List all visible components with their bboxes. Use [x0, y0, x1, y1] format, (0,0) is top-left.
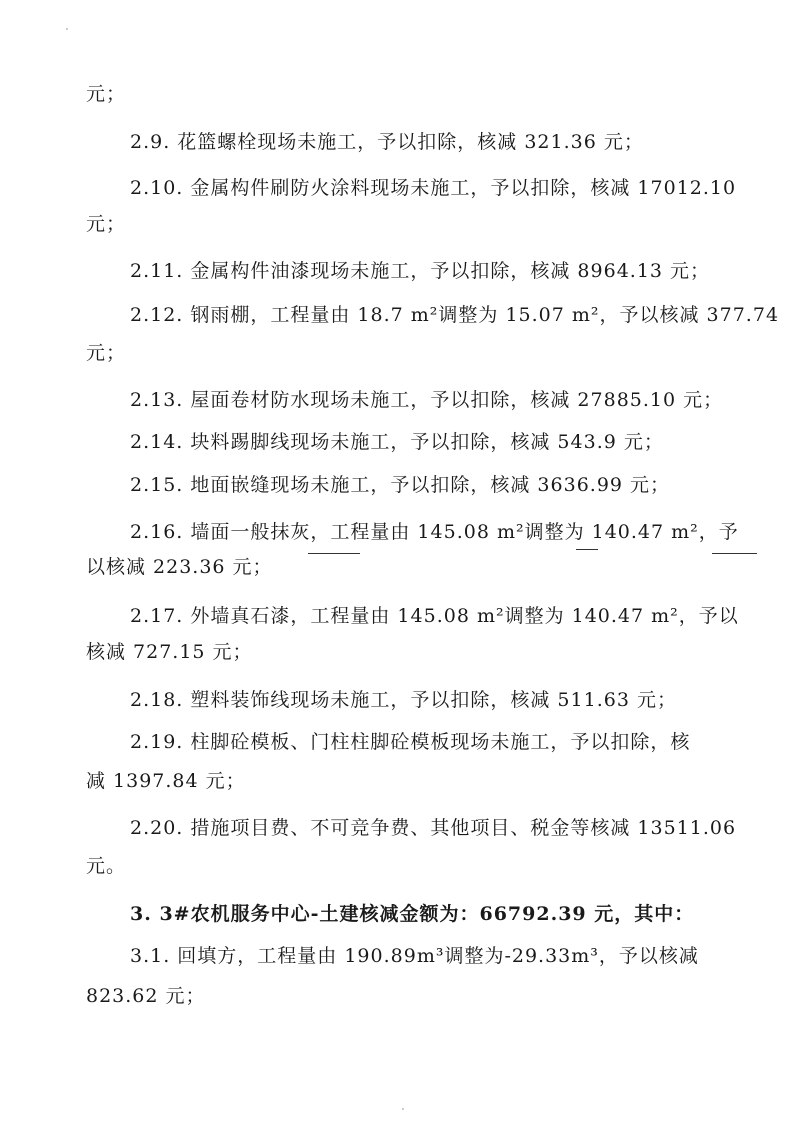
item-2-10: 2.10. 金属构件刷防火涂料现场未施工，予以扣除，核减 17012.10: [130, 177, 737, 199]
item-2-19-cont: 减 1397.84 元；: [86, 770, 246, 792]
item-2-17: 2.17. 外墙真石漆，工程量由 145.08 m²调整为 140.47 m²，予以: [130, 605, 739, 627]
scan-mark: [308, 553, 360, 554]
item-2-20-cont: 元。: [86, 855, 127, 877]
item-2-16-cont: 以核减 223.36 元；: [86, 556, 273, 578]
item-2-17-cont: 核减 727.15 元；: [86, 641, 253, 663]
item-3-1: 3.1. 回填方，工程量由 190.89m³调整为-29.33m³，予以核减: [130, 945, 699, 967]
item-2-20: 2.20. 措施项目费、不可竞争费、其他项目、税金等核减 13511.06: [130, 817, 737, 839]
item-2-16: 2.16. 墙面一般抹灰，工程量由 145.08 m²调整为 140.47 m²，予: [130, 521, 739, 543]
item-2-11: 2.11. 金属构件油漆现场未施工，予以扣除，核减 8964.13 元；: [130, 260, 711, 282]
item-2-19: 2.19. 柱脚砼模板、门柱柱脚砼模板现场未施工，予以扣除，核: [130, 731, 691, 753]
scan-speck: [402, 1108, 404, 1110]
item-2-9: 2.9. 花篮螺栓现场未施工，予以扣除，核减 321.36 元；: [130, 131, 644, 153]
item-2-13: 2.13. 屋面卷材防水现场未施工，予以扣除，核减 27885.10 元；: [130, 389, 724, 411]
text-line-1: 元；: [86, 83, 127, 105]
item-2-12: 2.12. 钢雨棚，工程量由 18.7 m²调整为 15.07 m²，予以核减 377.74: [130, 304, 780, 326]
item-2-18: 2.18. 塑料装饰线现场未施工，予以扣除，核减 511.63 元；: [130, 689, 677, 711]
scan-speck: [66, 28, 68, 30]
item-2-15: 2.15. 地面嵌缝现场未施工，予以扣除，核减 3636.99 元；: [130, 474, 671, 496]
section-3-heading: 3. 3#农机服务中心-土建核减金额为：66792.39 元，其中：: [130, 903, 695, 925]
scan-mark: [712, 553, 757, 554]
scan-mark: [576, 549, 598, 550]
item-2-14: 2.14. 块料踢脚线现场未施工，予以扣除，核减 543.9 元；: [130, 431, 664, 453]
item-2-12-cont: 元；: [86, 342, 127, 364]
item-2-10-cont: 元；: [86, 213, 127, 235]
item-3-1-cont: 823.62 元；: [86, 985, 206, 1007]
